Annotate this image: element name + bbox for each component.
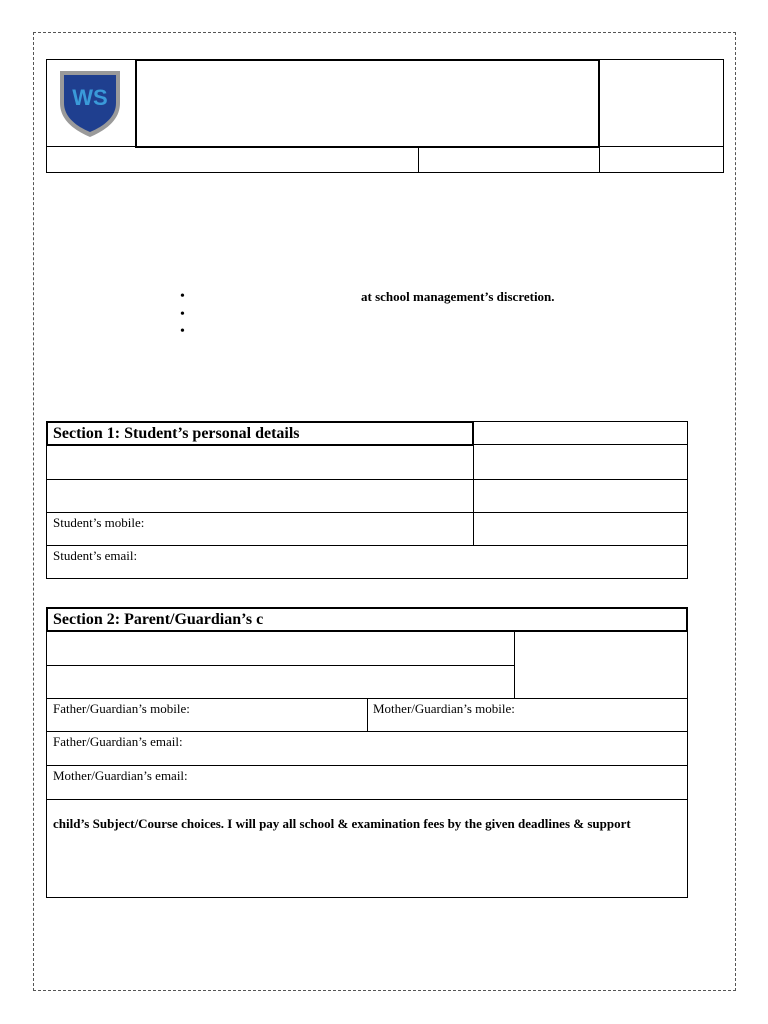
header-row2-cell-3 xyxy=(599,146,724,173)
student-mobile-field[interactable] xyxy=(46,512,474,546)
school-logo xyxy=(58,69,122,139)
father-email-field[interactable] xyxy=(46,731,688,766)
logo-text: WS xyxy=(72,85,108,110)
mother-email-field[interactable] xyxy=(46,765,688,800)
father-mobile-label: Father/Guardian’s mobile: xyxy=(53,701,190,716)
section2-field-row-1[interactable] xyxy=(46,631,515,666)
student-mobile-label: Student’s mobile: xyxy=(53,515,145,530)
section2-right-cell[interactable] xyxy=(514,631,688,699)
header-title-cell xyxy=(135,59,600,148)
student-email-label: Student’s email: xyxy=(53,548,138,563)
header-row2-cell-2 xyxy=(418,146,600,173)
mother-mobile-field[interactable] xyxy=(367,698,688,732)
header-logo-cell xyxy=(46,59,137,147)
section1-field-row-1[interactable] xyxy=(46,444,474,480)
section1-title: Section 1: Student’s personal details xyxy=(53,425,300,442)
section1-field-row-1-right[interactable] xyxy=(473,444,688,480)
section1-field-row-2[interactable] xyxy=(46,479,474,513)
declaration-text: child’s Subject/Course choices. I will pay all school & examination fees by the given deadlines & support xyxy=(53,816,631,831)
header-row2-cell-1 xyxy=(46,146,419,173)
shield-icon xyxy=(58,69,122,139)
bullet-marker-3: • xyxy=(180,324,185,339)
section1-title-cell xyxy=(46,421,474,446)
bullet-text-1: at school management’s discretion. xyxy=(361,289,555,304)
declaration-box[interactable] xyxy=(46,799,688,898)
section1-field-row-2-right[interactable] xyxy=(473,479,688,513)
father-mobile-field[interactable] xyxy=(46,698,368,732)
section1-header-right xyxy=(473,421,688,445)
mother-mobile-label: Mother/Guardian’s mobile: xyxy=(373,701,515,716)
mother-email-label: Mother/Guardian’s email: xyxy=(53,768,188,783)
bullet-marker-2: • xyxy=(180,307,185,322)
section1-field-row-3-right[interactable] xyxy=(473,512,688,546)
section2-title: Section 2: Parent/Guardian’s c xyxy=(53,611,264,628)
father-email-label: Father/Guardian’s email: xyxy=(53,734,183,749)
header-right-cell xyxy=(598,59,724,147)
bullet-marker-1: • xyxy=(180,289,185,304)
section2-title-cell xyxy=(46,607,688,632)
section2-field-row-2[interactable] xyxy=(46,665,515,699)
student-email-field[interactable] xyxy=(46,545,688,579)
